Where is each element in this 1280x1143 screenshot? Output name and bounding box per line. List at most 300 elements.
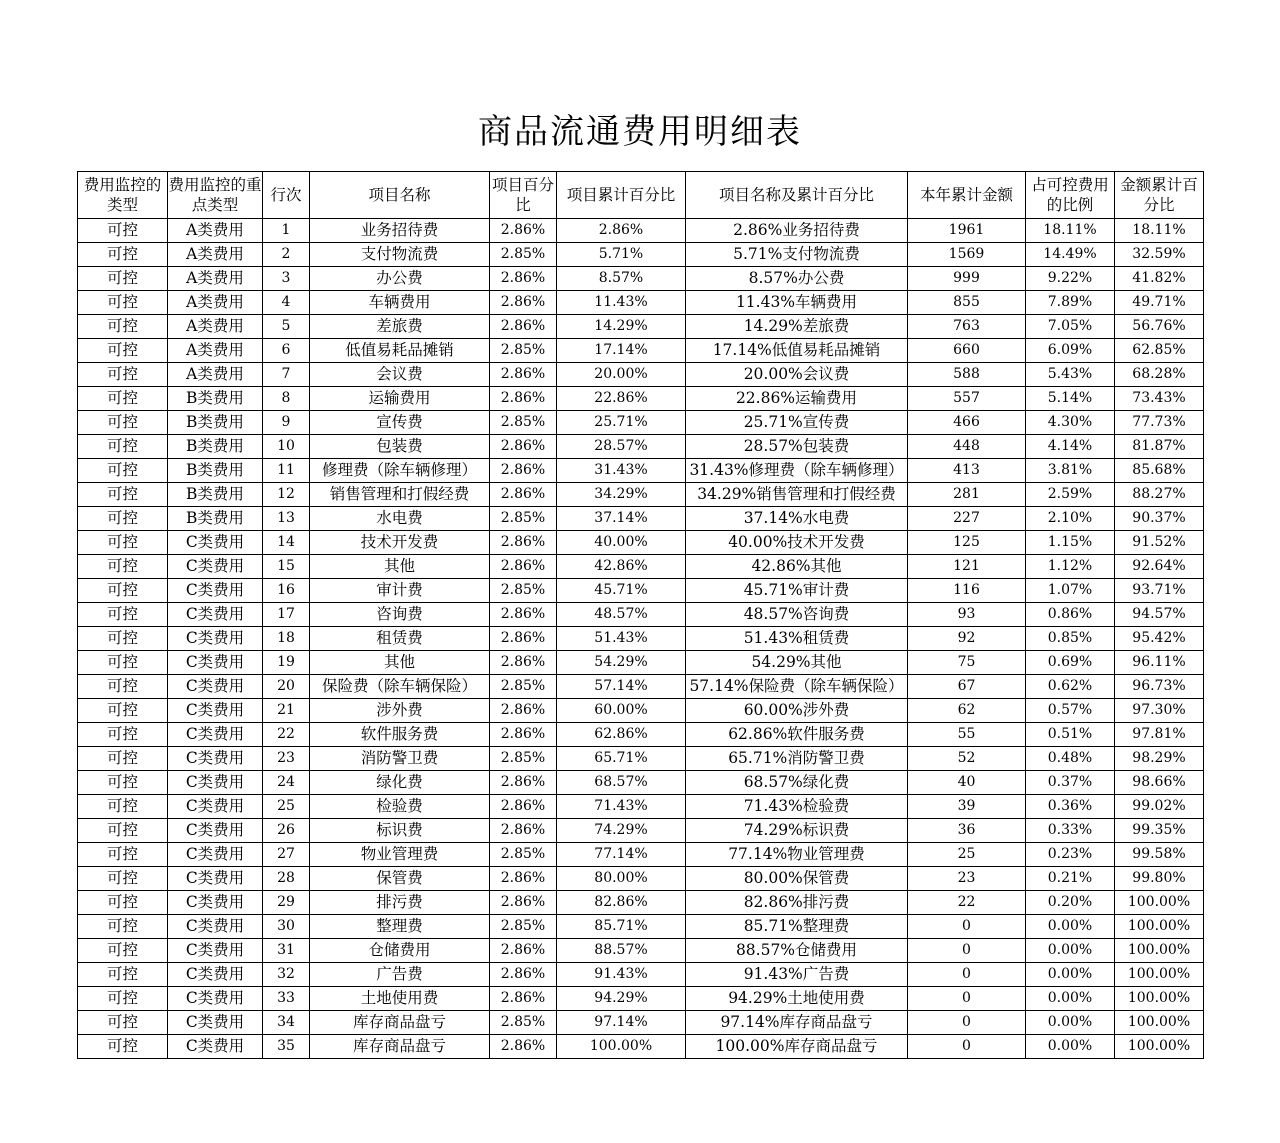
cell-item-cum-pct: 5.71% bbox=[557, 243, 686, 267]
cell-monitor-type: 可控 bbox=[78, 627, 168, 651]
cell-item-pct: 2.86% bbox=[490, 603, 557, 627]
cell-row-no: 34 bbox=[263, 1011, 310, 1035]
cell-item-name: 技术开发费 bbox=[310, 531, 490, 555]
cell-row-no: 5 bbox=[263, 315, 310, 339]
cell-key-type: C类费用 bbox=[168, 867, 263, 891]
cell-item-name: 支付物流费 bbox=[310, 243, 490, 267]
cell-ctrl-ratio: 0.69% bbox=[1026, 651, 1115, 675]
cell-monitor-type: 可控 bbox=[78, 915, 168, 939]
cell-item-name: 物业管理费 bbox=[310, 843, 490, 867]
cell-ctrl-ratio: 0.20% bbox=[1026, 891, 1115, 915]
cell-amount-cum-pct: 99.80% bbox=[1115, 867, 1204, 891]
cell-ytd-amount: 763 bbox=[908, 315, 1026, 339]
cell-monitor-type: 可控 bbox=[78, 267, 168, 291]
table-row bbox=[78, 915, 1204, 939]
cell-row-no: 3 bbox=[263, 267, 310, 291]
cell-item-pct: 2.86% bbox=[490, 771, 557, 795]
cell-amount-cum-pct: 88.27% bbox=[1115, 483, 1204, 507]
cell-name-with-pct: 97.14%库存商品盘亏 bbox=[686, 1011, 908, 1035]
cell-item-cum-pct: 68.57% bbox=[557, 771, 686, 795]
cell-item-cum-pct: 97.14% bbox=[557, 1011, 686, 1035]
cell-key-type: C类费用 bbox=[168, 1035, 263, 1059]
cell-item-name: 标识费 bbox=[310, 819, 490, 843]
cell-item-pct: 2.86% bbox=[490, 435, 557, 459]
cell-amount-cum-pct: 100.00% bbox=[1115, 963, 1204, 987]
cell-item-pct: 2.85% bbox=[490, 1011, 557, 1035]
cell-item-pct: 2.86% bbox=[490, 891, 557, 915]
cell-monitor-type: 可控 bbox=[78, 723, 168, 747]
cell-ytd-amount: 55 bbox=[908, 723, 1026, 747]
cell-amount-cum-pct: 91.52% bbox=[1115, 531, 1204, 555]
cell-row-no: 18 bbox=[263, 627, 310, 651]
cell-monitor-type: 可控 bbox=[78, 867, 168, 891]
cell-monitor-type: 可控 bbox=[78, 771, 168, 795]
cell-ctrl-ratio: 9.22% bbox=[1026, 267, 1115, 291]
cell-item-cum-pct: 100.00% bbox=[557, 1035, 686, 1059]
cell-ytd-amount: 227 bbox=[908, 507, 1026, 531]
cell-ctrl-ratio: 5.43% bbox=[1026, 363, 1115, 387]
cell-ytd-amount: 62 bbox=[908, 699, 1026, 723]
cell-item-cum-pct: 91.43% bbox=[557, 963, 686, 987]
table-row bbox=[78, 483, 1204, 507]
cell-amount-cum-pct: 85.68% bbox=[1115, 459, 1204, 483]
cell-item-name: 仓储费用 bbox=[310, 939, 490, 963]
cell-item-name: 会议费 bbox=[310, 363, 490, 387]
cell-item-name: 低值易耗品摊销 bbox=[310, 339, 490, 363]
cell-item-cum-pct: 77.14% bbox=[557, 843, 686, 867]
cell-row-no: 28 bbox=[263, 867, 310, 891]
cell-item-pct: 2.85% bbox=[490, 339, 557, 363]
cell-item-name: 整理费 bbox=[310, 915, 490, 939]
cell-item-cum-pct: 71.43% bbox=[557, 795, 686, 819]
cell-monitor-type: 可控 bbox=[78, 387, 168, 411]
cell-ytd-amount: 92 bbox=[908, 627, 1026, 651]
cell-name-with-pct: 62.86%软件服务费 bbox=[686, 723, 908, 747]
cell-name-with-pct: 42.86%其他 bbox=[686, 555, 908, 579]
cell-item-pct: 2.85% bbox=[490, 579, 557, 603]
cell-row-no: 16 bbox=[263, 579, 310, 603]
cell-name-with-pct: 5.71%支付物流费 bbox=[686, 243, 908, 267]
cell-name-with-pct: 11.43%车辆费用 bbox=[686, 291, 908, 315]
cell-item-pct: 2.86% bbox=[490, 219, 557, 243]
cell-amount-cum-pct: 97.30% bbox=[1115, 699, 1204, 723]
cell-amount-cum-pct: 98.66% bbox=[1115, 771, 1204, 795]
cell-ctrl-ratio: 4.14% bbox=[1026, 435, 1115, 459]
cell-amount-cum-pct: 96.11% bbox=[1115, 651, 1204, 675]
cell-name-with-pct: 45.71%审计费 bbox=[686, 579, 908, 603]
cell-key-type: B类费用 bbox=[168, 411, 263, 435]
cell-row-no: 1 bbox=[263, 219, 310, 243]
cell-ytd-amount: 0 bbox=[908, 939, 1026, 963]
cell-row-no: 32 bbox=[263, 963, 310, 987]
cell-key-type: C类费用 bbox=[168, 627, 263, 651]
table-row bbox=[78, 651, 1204, 675]
cell-key-type: B类费用 bbox=[168, 387, 263, 411]
cell-amount-cum-pct: 18.11% bbox=[1115, 219, 1204, 243]
cell-item-cum-pct: 88.57% bbox=[557, 939, 686, 963]
cell-ytd-amount: 93 bbox=[908, 603, 1026, 627]
cell-monitor-type: 可控 bbox=[78, 651, 168, 675]
header-monitor-type: 费用监控的类型 bbox=[78, 172, 168, 219]
cell-item-pct: 2.85% bbox=[490, 507, 557, 531]
cell-amount-cum-pct: 100.00% bbox=[1115, 1035, 1204, 1059]
table-row bbox=[78, 747, 1204, 771]
cell-ytd-amount: 23 bbox=[908, 867, 1026, 891]
cell-monitor-type: 可控 bbox=[78, 891, 168, 915]
cell-row-no: 10 bbox=[263, 435, 310, 459]
cell-key-type: C类费用 bbox=[168, 603, 263, 627]
cell-row-no: 17 bbox=[263, 603, 310, 627]
cell-ytd-amount: 22 bbox=[908, 891, 1026, 915]
cell-item-pct: 2.85% bbox=[490, 915, 557, 939]
cell-ytd-amount: 0 bbox=[908, 1035, 1026, 1059]
cell-monitor-type: 可控 bbox=[78, 939, 168, 963]
cell-amount-cum-pct: 96.73% bbox=[1115, 675, 1204, 699]
cell-item-name: 审计费 bbox=[310, 579, 490, 603]
cell-monitor-type: 可控 bbox=[78, 795, 168, 819]
table-row bbox=[78, 579, 1204, 603]
cell-item-name: 水电费 bbox=[310, 507, 490, 531]
cell-ctrl-ratio: 0.00% bbox=[1026, 1035, 1115, 1059]
cell-item-pct: 2.86% bbox=[490, 723, 557, 747]
cell-name-with-pct: 22.86%运输费用 bbox=[686, 387, 908, 411]
cell-item-cum-pct: 74.29% bbox=[557, 819, 686, 843]
cell-item-name: 消防警卫费 bbox=[310, 747, 490, 771]
cell-amount-cum-pct: 100.00% bbox=[1115, 891, 1204, 915]
cell-row-no: 35 bbox=[263, 1035, 310, 1059]
cell-monitor-type: 可控 bbox=[78, 843, 168, 867]
cell-item-pct: 2.86% bbox=[490, 363, 557, 387]
cell-key-type: B类费用 bbox=[168, 435, 263, 459]
cell-item-cum-pct: 11.43% bbox=[557, 291, 686, 315]
header-amount-cum-pct: 金额累计百分比 bbox=[1115, 172, 1204, 219]
cell-key-type: C类费用 bbox=[168, 723, 263, 747]
cell-ctrl-ratio: 2.10% bbox=[1026, 507, 1115, 531]
cell-ytd-amount: 999 bbox=[908, 267, 1026, 291]
table-row bbox=[78, 867, 1204, 891]
table-row bbox=[78, 363, 1204, 387]
cell-ytd-amount: 588 bbox=[908, 363, 1026, 387]
cell-monitor-type: 可控 bbox=[78, 747, 168, 771]
cell-row-no: 9 bbox=[263, 411, 310, 435]
cell-amount-cum-pct: 99.02% bbox=[1115, 795, 1204, 819]
header-item-pct: 项目百分比 bbox=[490, 172, 557, 219]
cell-item-cum-pct: 20.00% bbox=[557, 363, 686, 387]
cell-item-name: 车辆费用 bbox=[310, 291, 490, 315]
table-row bbox=[78, 987, 1204, 1011]
cell-monitor-type: 可控 bbox=[78, 435, 168, 459]
cell-key-type: B类费用 bbox=[168, 507, 263, 531]
cell-ytd-amount: 1961 bbox=[908, 219, 1026, 243]
cell-key-type: C类费用 bbox=[168, 1011, 263, 1035]
cell-item-pct: 2.86% bbox=[490, 315, 557, 339]
page-title: 商品流通费用明细表 bbox=[478, 112, 802, 152]
cell-row-no: 8 bbox=[263, 387, 310, 411]
cell-ytd-amount: 660 bbox=[908, 339, 1026, 363]
cell-key-type: C类费用 bbox=[168, 915, 263, 939]
cell-amount-cum-pct: 73.43% bbox=[1115, 387, 1204, 411]
cell-item-cum-pct: 34.29% bbox=[557, 483, 686, 507]
cell-name-with-pct: 31.43%修理费（除车辆修理） bbox=[686, 459, 908, 483]
cell-ctrl-ratio: 0.57% bbox=[1026, 699, 1115, 723]
cell-ctrl-ratio: 0.00% bbox=[1026, 915, 1115, 939]
cell-amount-cum-pct: 92.64% bbox=[1115, 555, 1204, 579]
cell-amount-cum-pct: 98.29% bbox=[1115, 747, 1204, 771]
cell-ctrl-ratio: 0.36% bbox=[1026, 795, 1115, 819]
cell-item-cum-pct: 37.14% bbox=[557, 507, 686, 531]
cell-row-no: 6 bbox=[263, 339, 310, 363]
cell-item-name: 差旅费 bbox=[310, 315, 490, 339]
cell-key-type: C类费用 bbox=[168, 939, 263, 963]
cell-amount-cum-pct: 56.76% bbox=[1115, 315, 1204, 339]
cell-key-type: C类费用 bbox=[168, 771, 263, 795]
cell-amount-cum-pct: 95.42% bbox=[1115, 627, 1204, 651]
cell-monitor-type: 可控 bbox=[78, 291, 168, 315]
cell-ctrl-ratio: 0.85% bbox=[1026, 627, 1115, 651]
table-row bbox=[78, 507, 1204, 531]
cell-amount-cum-pct: 32.59% bbox=[1115, 243, 1204, 267]
cell-monitor-type: 可控 bbox=[78, 675, 168, 699]
cell-row-no: 2 bbox=[263, 243, 310, 267]
table-row bbox=[78, 219, 1204, 243]
cell-item-cum-pct: 2.86% bbox=[557, 219, 686, 243]
cell-name-with-pct: 100.00%库存商品盘亏 bbox=[686, 1035, 908, 1059]
table-row bbox=[78, 555, 1204, 579]
cell-key-type: A类费用 bbox=[168, 339, 263, 363]
cell-ctrl-ratio: 0.62% bbox=[1026, 675, 1115, 699]
cell-monitor-type: 可控 bbox=[78, 363, 168, 387]
cell-ctrl-ratio: 0.48% bbox=[1026, 747, 1115, 771]
cell-ytd-amount: 281 bbox=[908, 483, 1026, 507]
cell-item-name: 库存商品盘亏 bbox=[310, 1011, 490, 1035]
cell-item-name: 业务招待费 bbox=[310, 219, 490, 243]
cell-item-cum-pct: 51.43% bbox=[557, 627, 686, 651]
cell-row-no: 25 bbox=[263, 795, 310, 819]
cell-item-name: 检验费 bbox=[310, 795, 490, 819]
cell-item-pct: 2.86% bbox=[490, 1035, 557, 1059]
cell-row-no: 12 bbox=[263, 483, 310, 507]
header-row-no: 行次 bbox=[263, 172, 310, 219]
table-row bbox=[78, 411, 1204, 435]
cell-row-no: 23 bbox=[263, 747, 310, 771]
cell-item-name: 咨询费 bbox=[310, 603, 490, 627]
cell-key-type: B类费用 bbox=[168, 483, 263, 507]
cell-monitor-type: 可控 bbox=[78, 963, 168, 987]
cell-name-with-pct: 2.86%业务招待费 bbox=[686, 219, 908, 243]
cell-key-type: C类费用 bbox=[168, 795, 263, 819]
cell-item-pct: 2.86% bbox=[490, 291, 557, 315]
table-row bbox=[78, 435, 1204, 459]
header-name-with-pct: 项目名称及累计百分比 bbox=[686, 172, 908, 219]
cell-row-no: 27 bbox=[263, 843, 310, 867]
cell-item-cum-pct: 48.57% bbox=[557, 603, 686, 627]
cell-name-with-pct: 34.29%销售管理和打假经费 bbox=[686, 483, 908, 507]
table-row bbox=[78, 603, 1204, 627]
cell-row-no: 13 bbox=[263, 507, 310, 531]
cell-item-pct: 2.85% bbox=[490, 675, 557, 699]
cell-key-type: C类费用 bbox=[168, 747, 263, 771]
cell-ytd-amount: 36 bbox=[908, 819, 1026, 843]
cell-row-no: 21 bbox=[263, 699, 310, 723]
cell-amount-cum-pct: 94.57% bbox=[1115, 603, 1204, 627]
cell-name-with-pct: 85.71%整理费 bbox=[686, 915, 908, 939]
table-row bbox=[78, 891, 1204, 915]
cell-item-cum-pct: 62.86% bbox=[557, 723, 686, 747]
cell-item-pct: 2.86% bbox=[490, 867, 557, 891]
cell-ytd-amount: 466 bbox=[908, 411, 1026, 435]
cell-item-cum-pct: 85.71% bbox=[557, 915, 686, 939]
cell-key-type: A类费用 bbox=[168, 267, 263, 291]
cell-monitor-type: 可控 bbox=[78, 1035, 168, 1059]
cell-amount-cum-pct: 100.00% bbox=[1115, 1011, 1204, 1035]
cell-item-pct: 2.86% bbox=[490, 627, 557, 651]
table-row bbox=[78, 459, 1204, 483]
cell-ctrl-ratio: 0.21% bbox=[1026, 867, 1115, 891]
cell-key-type: C类费用 bbox=[168, 555, 263, 579]
cell-name-with-pct: 82.86%排污费 bbox=[686, 891, 908, 915]
table-body bbox=[78, 219, 1204, 1059]
cell-item-name: 运输费用 bbox=[310, 387, 490, 411]
cell-ctrl-ratio: 7.05% bbox=[1026, 315, 1115, 339]
cell-item-cum-pct: 42.86% bbox=[557, 555, 686, 579]
cell-item-cum-pct: 82.86% bbox=[557, 891, 686, 915]
cell-item-cum-pct: 17.14% bbox=[557, 339, 686, 363]
expense-table bbox=[77, 171, 1204, 1059]
cell-ytd-amount: 116 bbox=[908, 579, 1026, 603]
header-ctrl-ratio: 占可控费用的比例 bbox=[1026, 172, 1115, 219]
cell-item-name: 修理费（除车辆修理） bbox=[310, 459, 490, 483]
table-row bbox=[78, 243, 1204, 267]
cell-ytd-amount: 1569 bbox=[908, 243, 1026, 267]
cell-item-cum-pct: 31.43% bbox=[557, 459, 686, 483]
cell-ctrl-ratio: 0.00% bbox=[1026, 963, 1115, 987]
cell-ctrl-ratio: 0.00% bbox=[1026, 1011, 1115, 1035]
table-row bbox=[78, 1035, 1204, 1059]
table-row bbox=[78, 1011, 1204, 1035]
cell-row-no: 11 bbox=[263, 459, 310, 483]
cell-monitor-type: 可控 bbox=[78, 459, 168, 483]
cell-row-no: 7 bbox=[263, 363, 310, 387]
cell-row-no: 14 bbox=[263, 531, 310, 555]
cell-ytd-amount: 0 bbox=[908, 963, 1026, 987]
table-row bbox=[78, 291, 1204, 315]
cell-amount-cum-pct: 100.00% bbox=[1115, 987, 1204, 1011]
cell-monitor-type: 可控 bbox=[78, 579, 168, 603]
cell-item-cum-pct: 60.00% bbox=[557, 699, 686, 723]
cell-name-with-pct: 74.29%标识费 bbox=[686, 819, 908, 843]
cell-item-pct: 2.86% bbox=[490, 963, 557, 987]
table-row bbox=[78, 387, 1204, 411]
cell-item-cum-pct: 45.71% bbox=[557, 579, 686, 603]
cell-amount-cum-pct: 41.82% bbox=[1115, 267, 1204, 291]
cell-item-name: 土地使用费 bbox=[310, 987, 490, 1011]
cell-key-type: C类费用 bbox=[168, 699, 263, 723]
cell-ctrl-ratio: 18.11% bbox=[1026, 219, 1115, 243]
cell-monitor-type: 可控 bbox=[78, 699, 168, 723]
table-row bbox=[78, 339, 1204, 363]
cell-ctrl-ratio: 1.07% bbox=[1026, 579, 1115, 603]
cell-amount-cum-pct: 68.28% bbox=[1115, 363, 1204, 387]
header-key-type: 费用监控的重点类型 bbox=[168, 172, 263, 219]
cell-key-type: A类费用 bbox=[168, 363, 263, 387]
cell-amount-cum-pct: 99.58% bbox=[1115, 843, 1204, 867]
cell-ctrl-ratio: 0.00% bbox=[1026, 987, 1115, 1011]
cell-ctrl-ratio: 0.37% bbox=[1026, 771, 1115, 795]
cell-ctrl-ratio: 6.09% bbox=[1026, 339, 1115, 363]
header-item-name: 项目名称 bbox=[310, 172, 490, 219]
cell-ytd-amount: 0 bbox=[908, 915, 1026, 939]
cell-monitor-type: 可控 bbox=[78, 219, 168, 243]
cell-item-name: 宣传费 bbox=[310, 411, 490, 435]
cell-item-pct: 2.86% bbox=[490, 699, 557, 723]
cell-ytd-amount: 75 bbox=[908, 651, 1026, 675]
cell-key-type: C类费用 bbox=[168, 987, 263, 1011]
cell-name-with-pct: 17.14%低值易耗品摊销 bbox=[686, 339, 908, 363]
cell-key-type: A类费用 bbox=[168, 291, 263, 315]
cell-ctrl-ratio: 4.30% bbox=[1026, 411, 1115, 435]
cell-row-no: 22 bbox=[263, 723, 310, 747]
cell-item-pct: 2.86% bbox=[490, 987, 557, 1011]
cell-ctrl-ratio: 3.81% bbox=[1026, 459, 1115, 483]
header-ytd-amount: 本年累计金额 bbox=[908, 172, 1026, 219]
cell-item-pct: 2.85% bbox=[490, 843, 557, 867]
cell-amount-cum-pct: 93.71% bbox=[1115, 579, 1204, 603]
table-row bbox=[78, 963, 1204, 987]
cell-ctrl-ratio: 0.51% bbox=[1026, 723, 1115, 747]
table-row bbox=[78, 819, 1204, 843]
cell-item-cum-pct: 54.29% bbox=[557, 651, 686, 675]
cell-item-name: 绿化费 bbox=[310, 771, 490, 795]
cell-row-no: 31 bbox=[263, 939, 310, 963]
cell-row-no: 19 bbox=[263, 651, 310, 675]
cell-ytd-amount: 25 bbox=[908, 843, 1026, 867]
table-row bbox=[78, 723, 1204, 747]
table-header bbox=[78, 172, 1204, 219]
cell-name-with-pct: 37.14%水电费 bbox=[686, 507, 908, 531]
cell-name-with-pct: 77.14%物业管理费 bbox=[686, 843, 908, 867]
cell-monitor-type: 可控 bbox=[78, 555, 168, 579]
cell-item-pct: 2.86% bbox=[490, 483, 557, 507]
cell-key-type: C类费用 bbox=[168, 891, 263, 915]
table-row bbox=[78, 675, 1204, 699]
cell-amount-cum-pct: 100.00% bbox=[1115, 915, 1204, 939]
cell-key-type: A类费用 bbox=[168, 315, 263, 339]
cell-row-no: 33 bbox=[263, 987, 310, 1011]
cell-ctrl-ratio: 1.12% bbox=[1026, 555, 1115, 579]
cell-name-with-pct: 68.57%绿化费 bbox=[686, 771, 908, 795]
cell-ytd-amount: 39 bbox=[908, 795, 1026, 819]
cell-row-no: 29 bbox=[263, 891, 310, 915]
cell-ytd-amount: 125 bbox=[908, 531, 1026, 555]
cell-ctrl-ratio: 2.59% bbox=[1026, 483, 1115, 507]
cell-amount-cum-pct: 100.00% bbox=[1115, 939, 1204, 963]
cell-key-type: C类费用 bbox=[168, 579, 263, 603]
cell-name-with-pct: 54.29%其他 bbox=[686, 651, 908, 675]
cell-name-with-pct: 40.00%技术开发费 bbox=[686, 531, 908, 555]
table-row bbox=[78, 795, 1204, 819]
cell-item-cum-pct: 22.86% bbox=[557, 387, 686, 411]
cell-item-pct: 2.86% bbox=[490, 267, 557, 291]
cell-name-with-pct: 88.57%仓储费用 bbox=[686, 939, 908, 963]
cell-ytd-amount: 557 bbox=[908, 387, 1026, 411]
header-item-cum-pct: 项目累计百分比 bbox=[557, 172, 686, 219]
table-row bbox=[78, 315, 1204, 339]
cell-item-cum-pct: 94.29% bbox=[557, 987, 686, 1011]
cell-item-pct: 2.85% bbox=[490, 747, 557, 771]
cell-monitor-type: 可控 bbox=[78, 531, 168, 555]
table-row bbox=[78, 939, 1204, 963]
cell-item-name: 排污费 bbox=[310, 891, 490, 915]
